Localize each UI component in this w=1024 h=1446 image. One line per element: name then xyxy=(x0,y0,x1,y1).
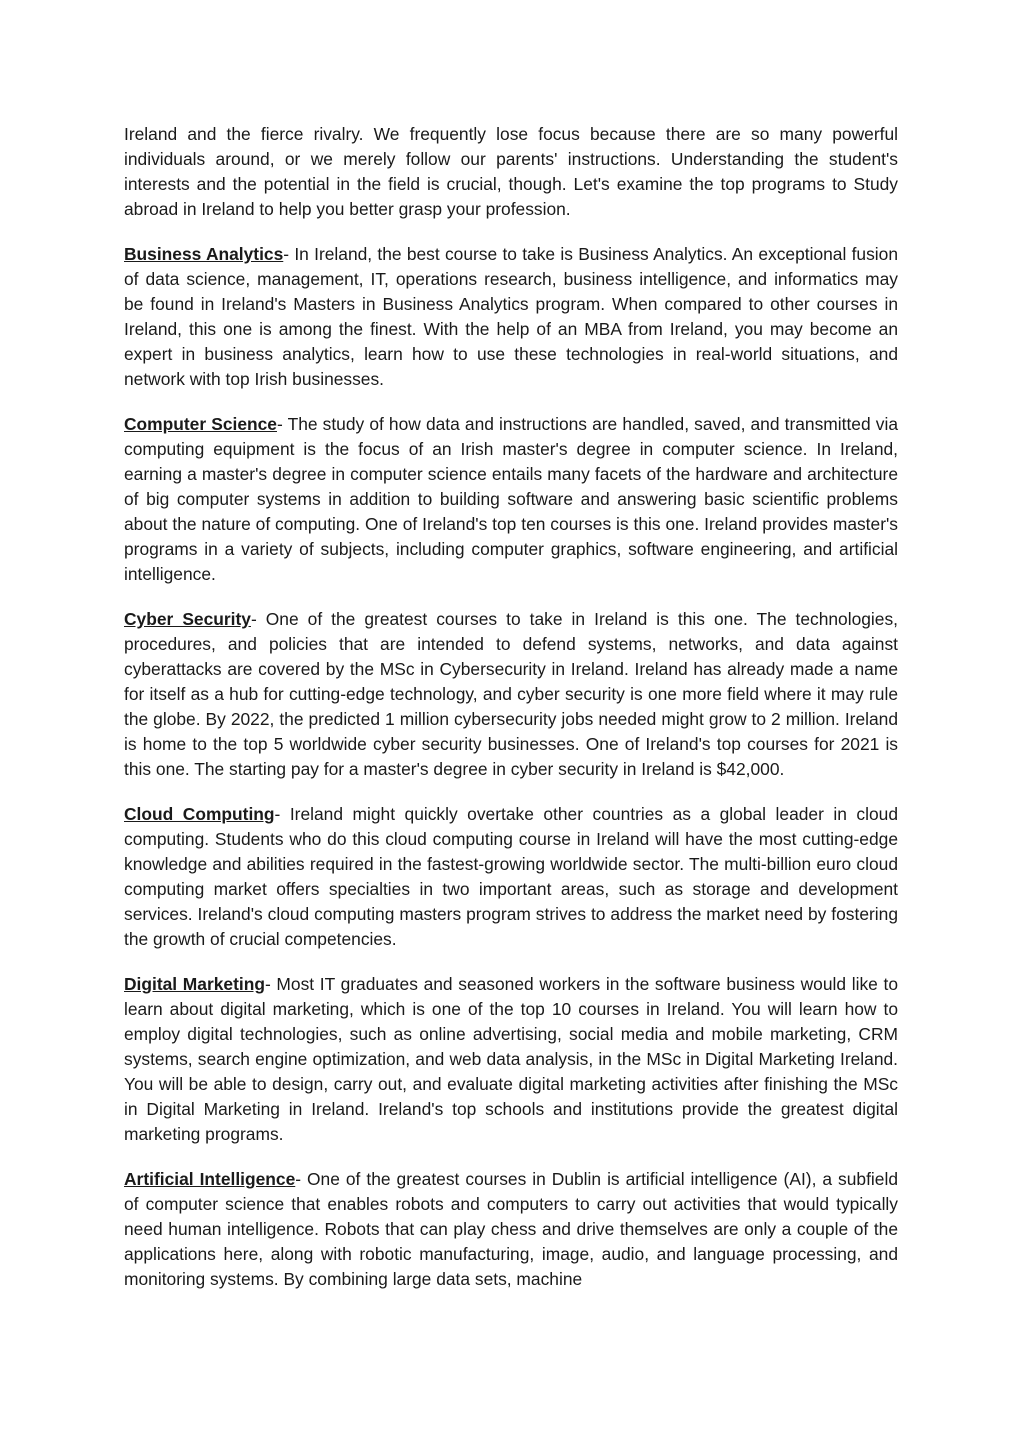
cyber-security-link[interactable]: Cyber Security xyxy=(124,609,251,629)
business-analytics-link[interactable]: Business Analytics xyxy=(124,244,284,264)
section-artificial-intelligence xyxy=(124,1167,898,1292)
section-business-analytics xyxy=(124,242,898,392)
section-digital-marketing xyxy=(124,972,898,1147)
section-computer-science xyxy=(124,412,898,587)
computer-science-link[interactable]: Computer Science xyxy=(124,414,277,434)
artificial-intelligence-text: - One of the greatest courses in Dublin is artificial intelligence (AI), a subfield of computer science that enables robots and computers to carry out activities that would typically need human intelligence. Robots that can play chess and drive themselves are only a couple of the applications here, along with robotic manufacturing, image, audio, and language processing, and monitoring systems. By combining large data sets, machine xyxy=(124,1169,898,1289)
business-analytics-text: - In Ireland, the best course to take is Business Analytics. An exceptional fusion of data science, management, IT, operations research, business intelligence, and informatics may be found in Ireland's Masters in Business Analytics program. When compared to other courses in Ireland, this one is among the finest. With the help of an MBA from Ireland, you may become an expert in business analytics, learn how to use these technologies in real-world situations, and network with top Irish businesses. xyxy=(124,244,898,389)
artificial-intelligence-link[interactable]: Artificial Intelligence xyxy=(124,1169,296,1189)
document-body xyxy=(124,122,898,1312)
cloud-computing-text: - Ireland might quickly overtake other countries as a global leader in cloud computing. Students who do this cloud computing course in Ireland will have the most cutting-edge knowledge and abilities required in the fastest-growing worldwide sector. The multi-billion euro cloud computing market offers specialties in two important areas, such as storage and development services. Ireland's cloud computing masters program strives to address the market need by fostering the growth of crucial competencies. xyxy=(124,804,899,949)
cyber-security-text: - One of the greatest courses to take in Ireland is this one. The technologies, procedures, and policies that are intended to defend systems, networks, and data against cyberattacks are covered by the MSc in Cybersecurity in Ireland. Ireland has already made a name for itself as a hub for cutting-edge technology, and cyber security is one more field where it may rule the globe. By 2022, the predicted 1 million cybersecurity jobs needed might grow to 2 million. Ireland is home to the top 5 worldwide cyber security businesses. One of Ireland's top courses for 2021 is this one. The starting pay for a master's degree in cyber security in Ireland is $42,000. xyxy=(124,609,898,779)
computer-science-text: - The study of how data and instructions are handled, saved, and transmitted via computing equipment is the focus of an Irish master's degree in computer science. In Ireland, earning a master's degree in computer science entails many facets of the hardware and architecture of big computer systems in addition to building software and answering basic scientific problems about the nature of computing. One of Ireland's top ten courses is this one. Ireland provides master's programs in a variety of subjects, including computer graphics, software engineering, and artificial intelligence. xyxy=(124,414,898,584)
intro-paragraph: Ireland and the fierce rivalry. We frequently lose focus because there are so many powerful individuals around, or we merely follow our parents' instructions. Understanding the student's interests and the potential in the field is crucial, though. Let's examine the top programs to Study abroad in Ireland to help you better grasp your profession. xyxy=(124,124,898,219)
digital-marketing-text: - Most IT graduates and seasoned workers in the software business would like to learn about digital marketing, which is one of the top 10 courses in Ireland. You will learn how to employ digital technologies, such as online advertising, social media and mobile marketing, CRM systems, search engine optimization, and web data analysis, in the MSc in Digital Marketing Ireland. You will be able to design, carry out, and evaluate digital marketing activities after finishing the MSc in Digital Marketing in Ireland. Ireland's top schools and institutions provide the greatest digital marketing programs. xyxy=(124,974,898,1144)
digital-marketing-link[interactable]: Digital Marketing xyxy=(124,974,265,994)
section-cloud-computing xyxy=(124,802,898,952)
section-cyber-security xyxy=(124,607,898,782)
cloud-computing-link[interactable]: Cloud Computing xyxy=(124,804,275,824)
